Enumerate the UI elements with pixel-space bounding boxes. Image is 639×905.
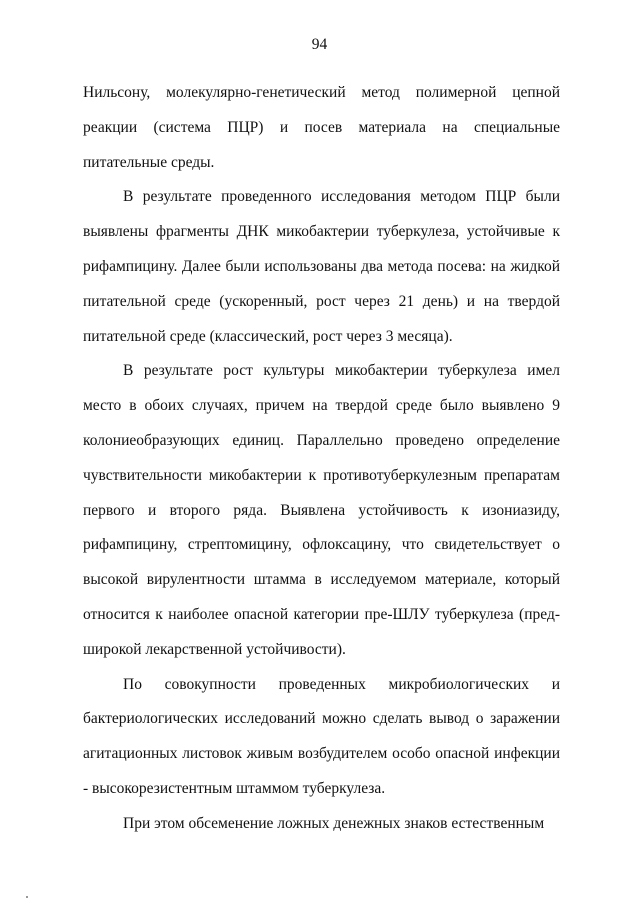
page-number: 94 bbox=[311, 36, 328, 53]
paragraph-4: По совокупности проведенных микробиологических и бактериологических исследований можно сделать вывод о заражении агитационных листовок живым возбудителем особо опасной инфекции - высокорезистентным штаммом туберкулеза. bbox=[83, 675, 560, 797]
scan-speck bbox=[26, 896, 28, 898]
paragraph-2: В результате проведенного исследования методом ПЦР были выявлены фрагменты ДНК микобактерии туберкулеза, устойчивые к рифампицину. Далее были использованы два метода посева: на жидкой питательной среде (ускоренный, рост через 21 день) и на твердой питательной среде (классический, рост через 3 месяца). bbox=[83, 188, 560, 345]
paragraph-3: В результате рост культуры микобактерии туберкулеза имел место в обоих случаях, причем на твердой среде было выявлено 9 колониеобразующих единиц. Параллельно проведено определение чувствительности микобактерии к противотуберкулезным препаратам первого и второго ряда. Выявлена устойчивость к изониазиду, рифампицину, стрептомицину, офлоксацину, что свидетельствует о высокой вирулентности штамма в исследуемом материале, который относится к наиболее опасной категории пре-ШЛУ туберкулеза (пред-широкой лекарственной устойчивости). bbox=[83, 362, 560, 658]
body-text bbox=[83, 76, 560, 842]
paragraph-1: Нильсону, молекулярно-генетический метод полимерной цепной реакции (система ПЦР) и посев материала на специальные питательные среды. bbox=[83, 84, 560, 171]
paragraph-5: При этом обсеменение ложных денежных знаков естественным bbox=[123, 814, 545, 832]
